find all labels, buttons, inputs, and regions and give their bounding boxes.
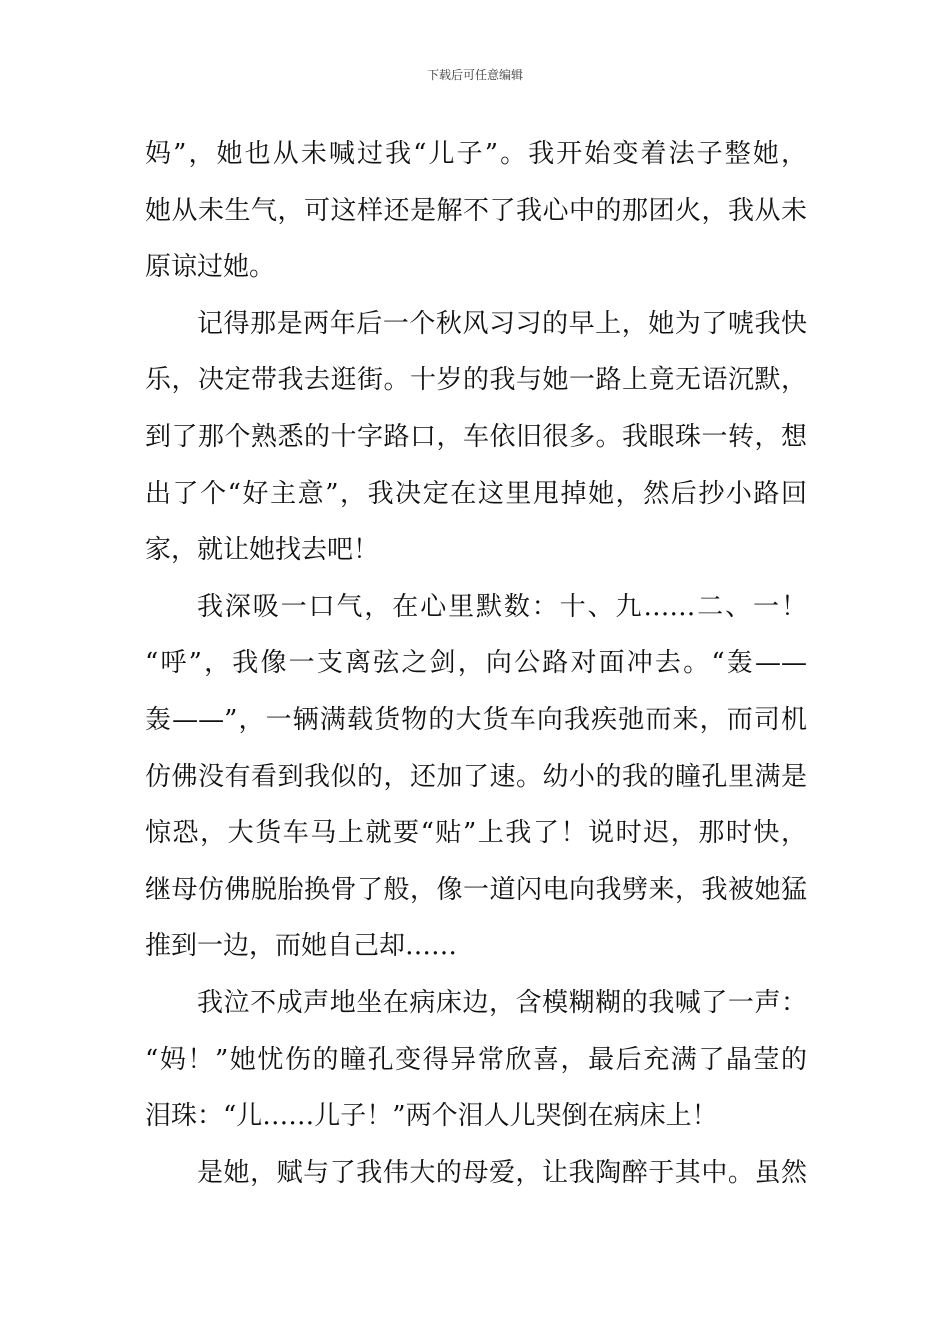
article-body — [145, 126, 807, 1201]
text-line: 原谅过她。 — [145, 252, 276, 283]
text-line: 我泣不成声地坐在病床边，含模糊糊的我喊了一声： — [197, 987, 807, 1018]
text-line: 继母仿佛脱胎换骨了般，像一道闪电向我劈来，我被她猛 — [145, 874, 807, 905]
text-line: 出了个“好主意”，我决定在这里甩掉她，然后抄小路回 — [145, 478, 807, 509]
text-line: “呼”，我像一支离弦之剑，向公路对面冲去。“轰—— — [145, 648, 807, 679]
page-header: 下载后可任意编辑 — [426, 68, 523, 82]
text-line: 到了那个熟悉的十字路口，车依旧很多。我眼珠一转，想 — [145, 421, 807, 452]
text-line: 妈”，她也从未喊过我“儿子”。我开始变着法子整她， — [145, 139, 807, 169]
text-line: 乐，决定带我去逛街。十岁的我与她一路上竟无语沉默， — [145, 365, 807, 396]
text-line: 推到一边，而她自己却…… — [145, 931, 458, 962]
text-line: 我深吸一口气，在心里默数：十、九……二、一！ — [197, 591, 807, 622]
text-line: “妈！”她忧伤的瞳孔变得异常欣喜，最后充满了晶莹的 — [145, 1044, 807, 1075]
text-line: 惊恐，大货车马上就要“贴”上我了！说时迟，那时快， — [145, 818, 807, 849]
text-line: 仿佛没有看到我似的，还加了速。幼小的我的瞳孔里满是 — [145, 761, 807, 792]
text-line: 轰——”，一辆满载货物的大货车向我疾弛而来，而司机 — [145, 704, 807, 735]
text-line: 泪珠：“儿……儿子！”两个泪人儿哭倒在病床上！ — [145, 1101, 718, 1132]
text-line: 记得那是两年后一个秋风习习的早上，她为了唬我快 — [197, 308, 807, 339]
text-line: 是她，赋与了我伟大的母爱，让我陶醉于其中。虽然 — [197, 1157, 807, 1188]
text-line: 她从未生气，可这样还是解不了我心中的那团火，我从未 — [145, 195, 807, 226]
text-line: 家，就让她找去吧！ — [145, 535, 380, 566]
